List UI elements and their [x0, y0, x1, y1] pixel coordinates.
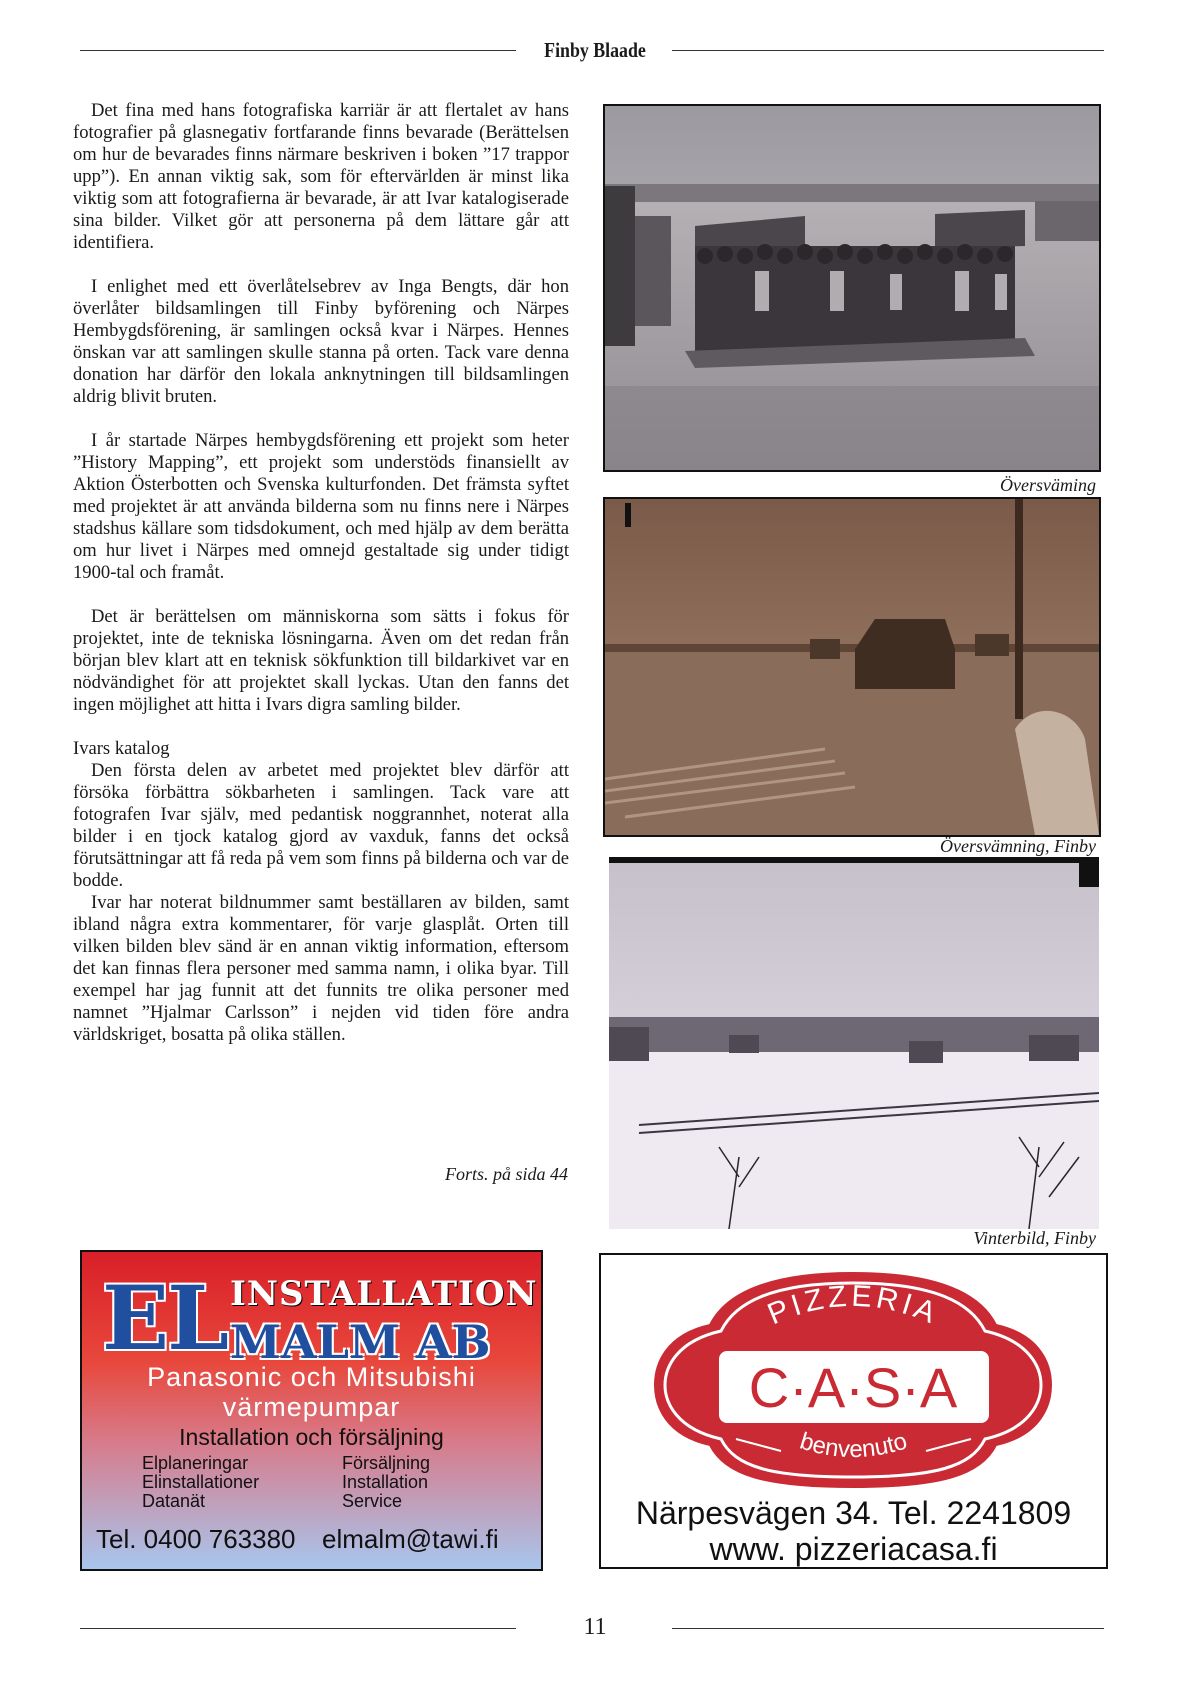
header-title: Finby Blaade: [544, 38, 646, 62]
ad-elmalm-services-left: [142, 1454, 259, 1511]
article-paragraph-6: Ivar har noterat bildnummer samt beställaren av bilden, samt ibland några extra kommentarer, för varje glasplåt. Orten till vilken bilden blev sänd är en annan viktig information, eftersom det kan finnas flera personer med samma namn, i olika byar. Till exempel har jag funnit att det funnits tre olika personer med namnet ”Hjalmar Carlsson” i nejden vid tiden före andra världskriget, bosatta på olika ställen.: [73, 892, 569, 1045]
ad-elmalm-el: EL: [102, 1266, 227, 1370]
ad-elmalm-service: Datanät: [142, 1491, 206, 1511]
ad-elmalm-brands: [82, 1362, 541, 1422]
photo-flood-house: [603, 497, 1101, 837]
article-paragraph-2: I enlighet med ett överlåtelsebrev av Inga Bengts, där hon överlåter bildsamlingen till Finby byförening och Närpes Hembygdsförening, är samlingen också kvar i Närpes. Hennes önskan var att samlingen skulle stanna på orten. Tack vare denna donation har därför den lokala anknytningen till bildsamlingen aldrig blivit bruten.: [73, 276, 569, 407]
ad-elmalm-service: Elinstallationer: [142, 1472, 260, 1492]
ad-elmalm-brands-line2: värmepumpar: [222, 1392, 401, 1422]
article-subheading: Ivars katalog: [73, 738, 170, 759]
article-column: [73, 100, 569, 1046]
photo-flood-group: [603, 104, 1101, 472]
footer-rule-left: [80, 1628, 516, 1629]
ad-elmalm-brands-line1: Panasonic och Mitsubishi: [147, 1362, 476, 1392]
continued-note: Forts. på sida 44: [444, 1164, 568, 1184]
ad-elmalm-service: Elplaneringar: [142, 1453, 249, 1473]
article-paragraph-3: I år startade Närpes hembygdsförening ett projekt som heter ”History Mapping”, ett projekt som understöds finansiellt av Aktion Österbotten och Svenska kulturfonden. Det främsta syftet med projektet är att använda bilderna som nu finns nere i Närpes stadshus källare som tidsdokument, och med hjälp av dem berätta om hur livet i Närpes med omnejd gestaltade sig under tidigt 1900-tal och framåt.: [73, 430, 569, 583]
photo-winter: [609, 857, 1099, 1229]
article-paragraph-4: Det är berättelsen om människorna som sätts i fokus för projektet, inte de tekniska lösningarna. Även om det redan från början blev klart att en teknisk sökfunktion till bildarkivet var en nödvändighet för att projektet skall lyckas. Utan den fanns det ingen möjlighet att hitta i Ivars digra samling bilder.: [73, 606, 569, 715]
ad-elmalm-malm-ab: MALM AB: [230, 1315, 491, 1369]
photo-caption-2: Översvämning, Finby: [940, 836, 1096, 856]
footer-rule-right: [672, 1628, 1104, 1629]
ad-pizzeria-casa: [599, 1253, 1108, 1569]
header-rule-left: [80, 50, 516, 51]
ad-casa-web: www. pizzeriacasa.fi: [709, 1531, 998, 1567]
photo-caption-1: Översväming: [1000, 475, 1096, 495]
ad-elmalm-phone: Tel. 0400 763380: [96, 1524, 296, 1554]
photo-caption-3: Vinterbild, Finby: [973, 1228, 1096, 1248]
ad-casa-address: Närpesvägen 34. Tel. 2241809: [635, 1495, 1072, 1531]
header-rule-right: [672, 50, 1104, 51]
ad-elmalm-services-right: [342, 1454, 430, 1511]
ad-casa-logo: [601, 1255, 1106, 1491]
ad-elmalm-installation: INSTALLATION: [230, 1274, 538, 1314]
ad-casa-contact: [601, 1495, 1106, 1567]
article-paragraph-1: Det fina med hans fotografiska karriär är att flertalet av hans fotografier på glasnegativ fortfarande finns bevarade (Berättelsen om hur de bevarades finns närmare beskriven i boken ”17 trappor upp”). En annan viktig sak, som för eftervärlden är minst lika viktig som att fotografierna är bevarade, är att Ivar katalogiserade sina bilder. Vilket gör att personerna på dem lättare går att identifiera.: [73, 100, 569, 253]
ad-elinstallation-malm: [80, 1250, 543, 1571]
ad-elmalm-service: Installation: [342, 1472, 429, 1492]
ad-casa-top: PIZZERIA: [762, 1279, 944, 1332]
ad-casa-bottom: benvenuto: [796, 1427, 911, 1464]
ad-elmalm-service: Service: [342, 1491, 403, 1511]
page-number: 11: [583, 1614, 607, 1640]
article-paragraph-5: Den första delen av arbetet med projektet blev därför att försöka förbättra sökbarheten i samlingen. Tack vare att fotografen Ivar själv, med pedantisk noggrannhet, noterat alla bilder i en tjock katalog gjord av vaxduk, fanns det också förutsättningar att få reda på vem som finns på bilderna och var de bodde.: [73, 760, 569, 891]
ad-casa-name: C·A·S·A: [748, 1356, 958, 1419]
ad-elmalm-logo: [92, 1262, 538, 1370]
ad-elmalm-email: elmalm@tawi.fi: [322, 1524, 499, 1554]
ad-elmalm-subtitle: Installation och försäljning: [179, 1424, 444, 1450]
ad-elmalm-service: Försäljning: [342, 1453, 431, 1473]
